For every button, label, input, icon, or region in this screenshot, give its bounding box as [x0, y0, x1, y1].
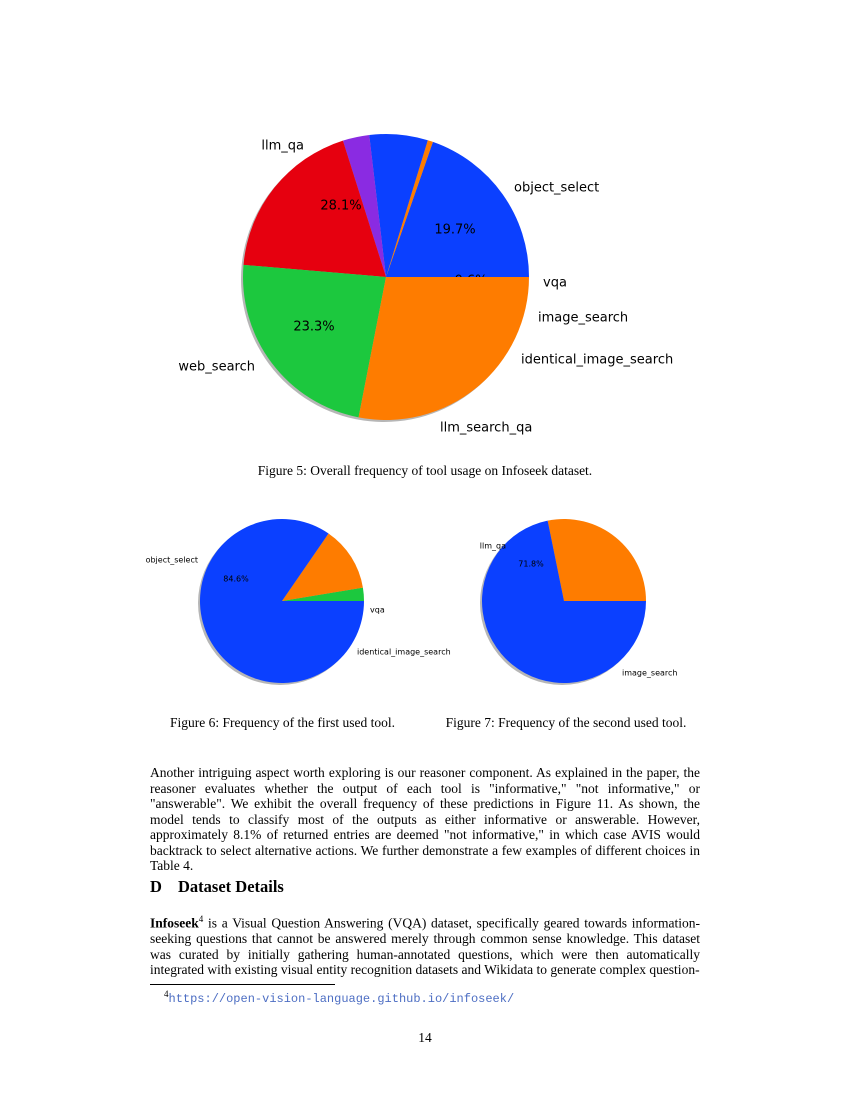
- figure-5-caption: Figure 5: Overall frequency of tool usage on Infoseek dataset.: [257, 463, 593, 478]
- figure-5-pie: [178, 134, 673, 436]
- figure-5-slice-llm-qa: [359, 277, 529, 420]
- figure-5-label-image-search: image_search: [538, 310, 629, 326]
- footnote-link[interactable]: https://open-vision-language.github.io/infoseek/: [168, 992, 515, 1006]
- body-paragraph-infoseek: [150, 912, 700, 978]
- figure-6-pie: [146, 519, 451, 685]
- infoseek-description: is a Visual Question Answering (VQA) dataset, specifically geared towards information-seeking questions that cannot be answered merely through common sense knowledge. This dataset was curated by initially gathering human-annotated questions, which were then automatically integrated with existing visual entity recognition datasets and Wikidata to generate complex question-: [150, 915, 700, 977]
- footnote: [164, 989, 514, 1006]
- figure-6-label-object-select: object_select: [145, 555, 198, 565]
- figure-5-pct-web-search: 23.3%: [293, 319, 335, 335]
- footnote-rule: [150, 984, 335, 985]
- section-number: D: [150, 877, 162, 896]
- figure-6-pct-object-select: 84.6%: [223, 574, 249, 584]
- figure-5-label-identical-image-search: identical_image_search: [521, 352, 674, 368]
- figure-5-pct-llm-qa: 28.1%: [320, 198, 362, 214]
- figure-7-label-llm-qa: llm_qa: [479, 541, 506, 551]
- figure-6-label-identical-image-search: identical_image_search: [357, 647, 451, 657]
- infoseek-term: Infoseek: [150, 915, 199, 931]
- figure-5-label-vqa: vqa: [543, 275, 567, 291]
- section-heading: [150, 877, 284, 897]
- figure-5-label-web-search: web_search: [178, 359, 255, 375]
- figure-7-pct-llm-qa: 71.8%: [518, 559, 544, 569]
- section-title: Dataset Details: [178, 877, 284, 896]
- figure-6-caption: Figure 6: Frequency of the first used tool.: [170, 715, 395, 730]
- figure-5-label-llm-search-qa: llm_search_qa: [440, 420, 533, 436]
- figure-7-caption: Figure 7: Frequency of the second used tool.: [445, 715, 687, 730]
- body-paragraph-reasoner: Another intriguing aspect worth exploring is our reasoner component. As explained in the paper, the reasoner evaluates whether the output of each tool is "informative," "not informative," or "answerable". We exhibit the overall frequency of these predictions in Figure 11. As shown, the model tends to classify most of the outputs as either informative or answerable. However, approximately 8.1% of returned entries are deemed "not informative," in which case AVIS would backtrack to select alternative actions. We further demonstrate a few examples of different choices in Table 4.: [150, 765, 700, 873]
- figure-7-label-image-search: image_search: [622, 668, 678, 678]
- figure-5-pct-object-select: 19.7%: [434, 222, 476, 238]
- page-number: 14: [418, 1030, 432, 1045]
- footnote-marker: 4: [198, 914, 204, 924]
- figure-6-label-vqa: vqa: [370, 605, 385, 615]
- figure-7-pie: [480, 519, 678, 685]
- figure-5-label-llm-qa: llm_qa: [261, 138, 304, 154]
- footnote-number: 4: [164, 989, 169, 999]
- figure-5-label-object-select: object_select: [514, 180, 600, 196]
- figure-7-slice-image-search: [548, 519, 646, 601]
